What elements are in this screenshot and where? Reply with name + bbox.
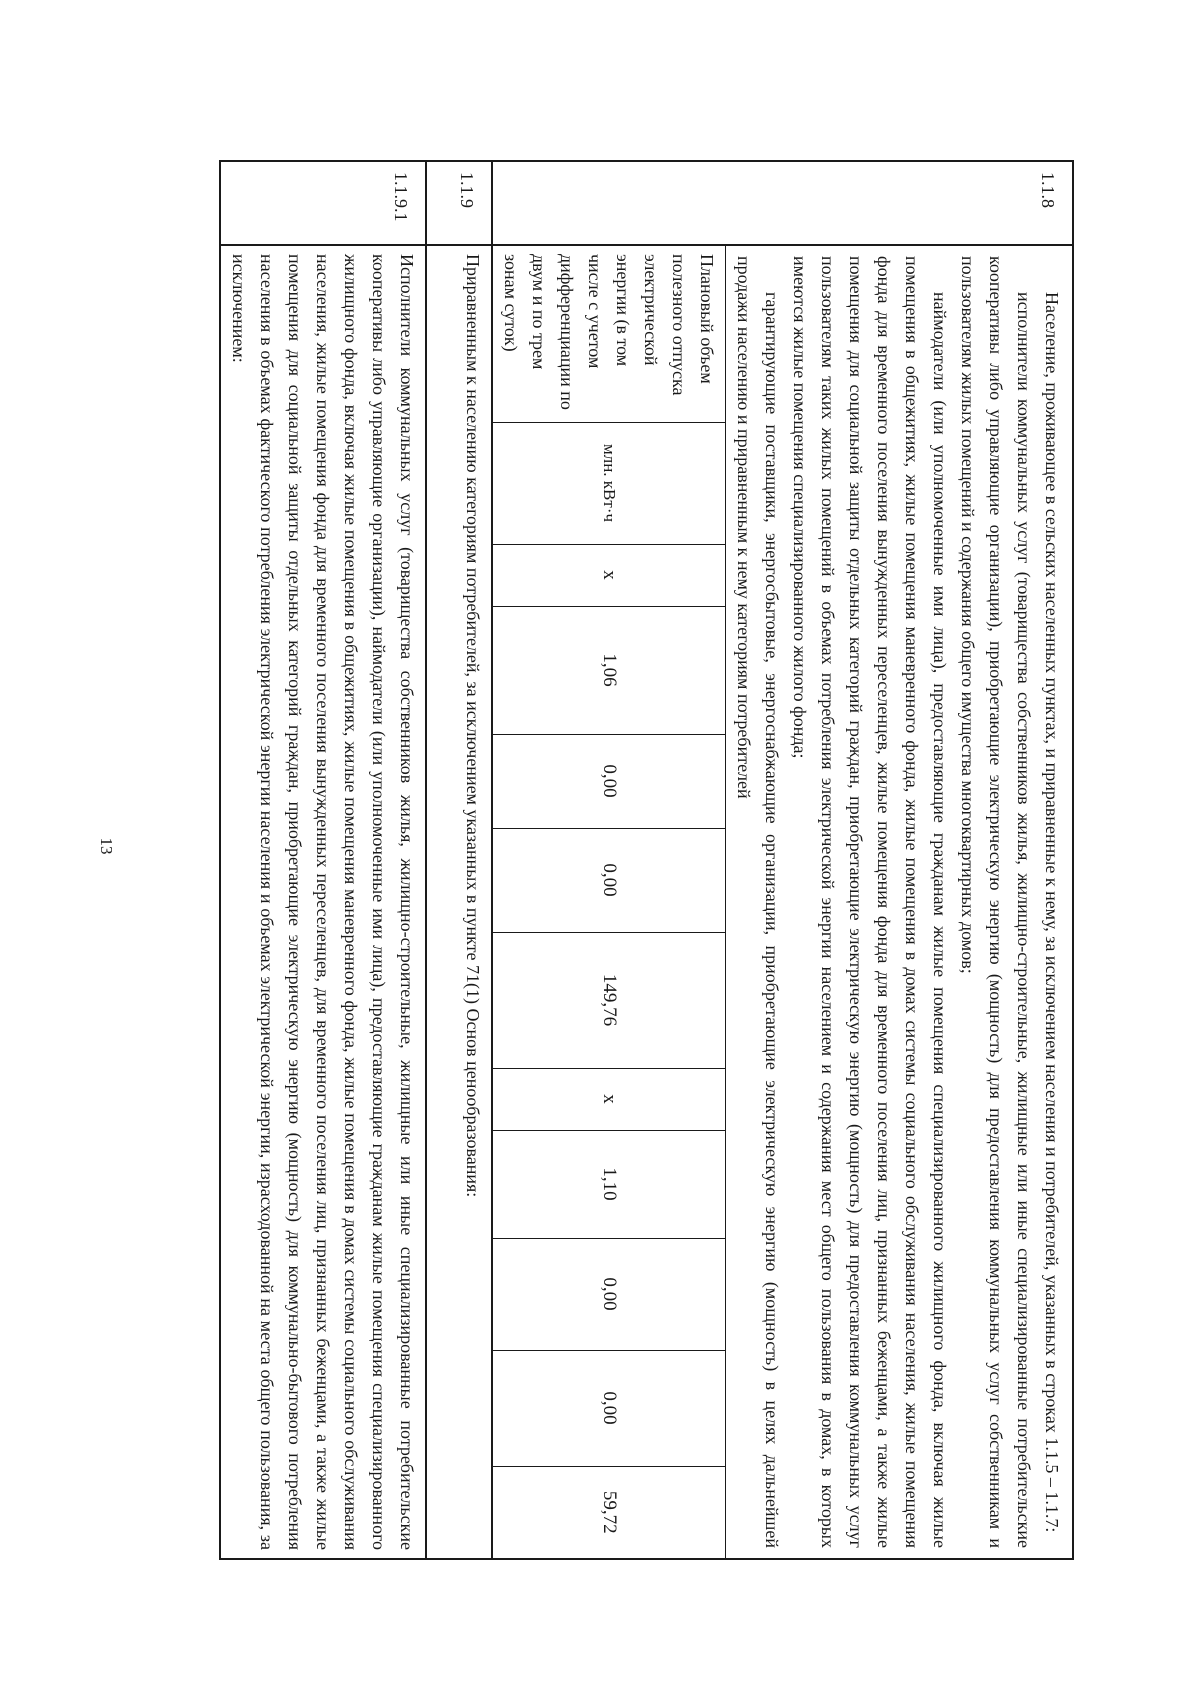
row-text: Исполнители коммунальных услуг (товарищества собственников жилья, жилищно-строительные, жилищные или иные специализированные потребительские кооперативы либо управляющие организации), наймодатели (или уполномоченные ими лица), предоставляющие гражданам жилые помещения специализированного жилищного фонда, включая жилые помещения в общежитиях, жилые помещения маневренного фонда, жилые помещения в домах системы социального обслуживания населения, жилые помещения фонда для временного поселения вынужденных переселенцев, для временного поселения лиц, признанных беженцами, а также жилые помещения для социальной защиты отдельных категорий граждан, приобретающие электрическую энергию (мощность) для коммунально-бытового потребления населения в объемах фактического потребления электрической энергии населения и объемах электрической энергии, израсходованной на места общего пользования, за исключением:	[220, 245, 426, 1559]
table-row	[492, 161, 1073, 1559]
table-row	[493, 246, 726, 1558]
value-cell: х	[493, 544, 726, 606]
table-row	[220, 161, 426, 1559]
value-cell: 1,10	[493, 1130, 726, 1238]
value-cell: 0,00	[493, 734, 726, 828]
row-content	[492, 245, 1073, 1559]
volume-subtable	[493, 246, 726, 1558]
rotated-sheet	[134, 160, 1074, 1560]
value-cell: 1,06	[493, 606, 726, 734]
value-cell: 0,00	[493, 828, 726, 932]
row-text: Приравненным к населению категориям потребителей, за исключением указанных в пункте 71(1) Основ ценообразования:	[426, 245, 492, 1559]
unit-cell: млн. кВт·ч	[493, 422, 726, 544]
page-number: 13	[97, 837, 116, 855]
row-paragraph: наймодатели (или уполномоченные ими лица), предоставляющие гражданам жилые помещения специализированного жилищного фонда, включая жилые помещения в общежитиях, жилые помещения маневренного фонда, жилые помещения в домах системы социального обслуживания населения, жилые помещения фонда для временного поселения вынужденных переселенцев, жилые помещения фонда для временного поселения лиц, признанных беженцами, а также жилые помещения для социальной защиты отдельных категорий граждан, приобретающие электрическую энергию (мощность) для предоставления коммунальных услуг пользователям таких жилых помещений в объемах потребления электрической энергии населением и содержания мест общего пользования в домах, в которых имеются жилые помещения специализированного жилого фонда;	[790, 256, 950, 1548]
tariff-table	[219, 160, 1074, 1560]
value-cell: 0,00	[493, 1238, 726, 1350]
row-number: 1.1.9	[426, 161, 492, 245]
volume-label: Плановый объем полезного отпуска электрической энергии (в том числе с учетом дифференциации по двум и по трем зонам суток)	[493, 246, 726, 422]
row-paragraph: гарантирующие поставщики, энергосбытовые, энергоснабжающие организации, приобретающие электрическую энергию (мощность) в целях дальнейшей продажи населению и приравненным к нему категориям потребителей	[734, 256, 782, 1548]
row-number: 1.1.9.1	[220, 161, 426, 245]
row-number: 1.1.8	[492, 161, 1073, 245]
table-row	[426, 161, 492, 1559]
value-cell: 0,00	[493, 1350, 726, 1466]
row-paragraph: Население, проживающее в сельских населенных пунктах, и приравненные к нему, за исключением населения и потребителей, указанных в строках 1.1.5 – 1.1.7:	[1042, 292, 1062, 1533]
row-paragraph: исполнители коммунальных услуг (товарищества собственников жилья, жилищно-строительные, жилищные или иные специализированные потребительские кооперативы либо управляющие организации), приобретающие электрическую энергию (мощность) для предоставления коммунальных услуг собственникам и пользователям жилых помещений и содержания общего имущества многоквартирных домов;	[958, 256, 1034, 1548]
value-cell: 149,76	[493, 932, 726, 1068]
value-cell: 59,72	[493, 1466, 726, 1558]
value-cell: х	[493, 1068, 726, 1130]
